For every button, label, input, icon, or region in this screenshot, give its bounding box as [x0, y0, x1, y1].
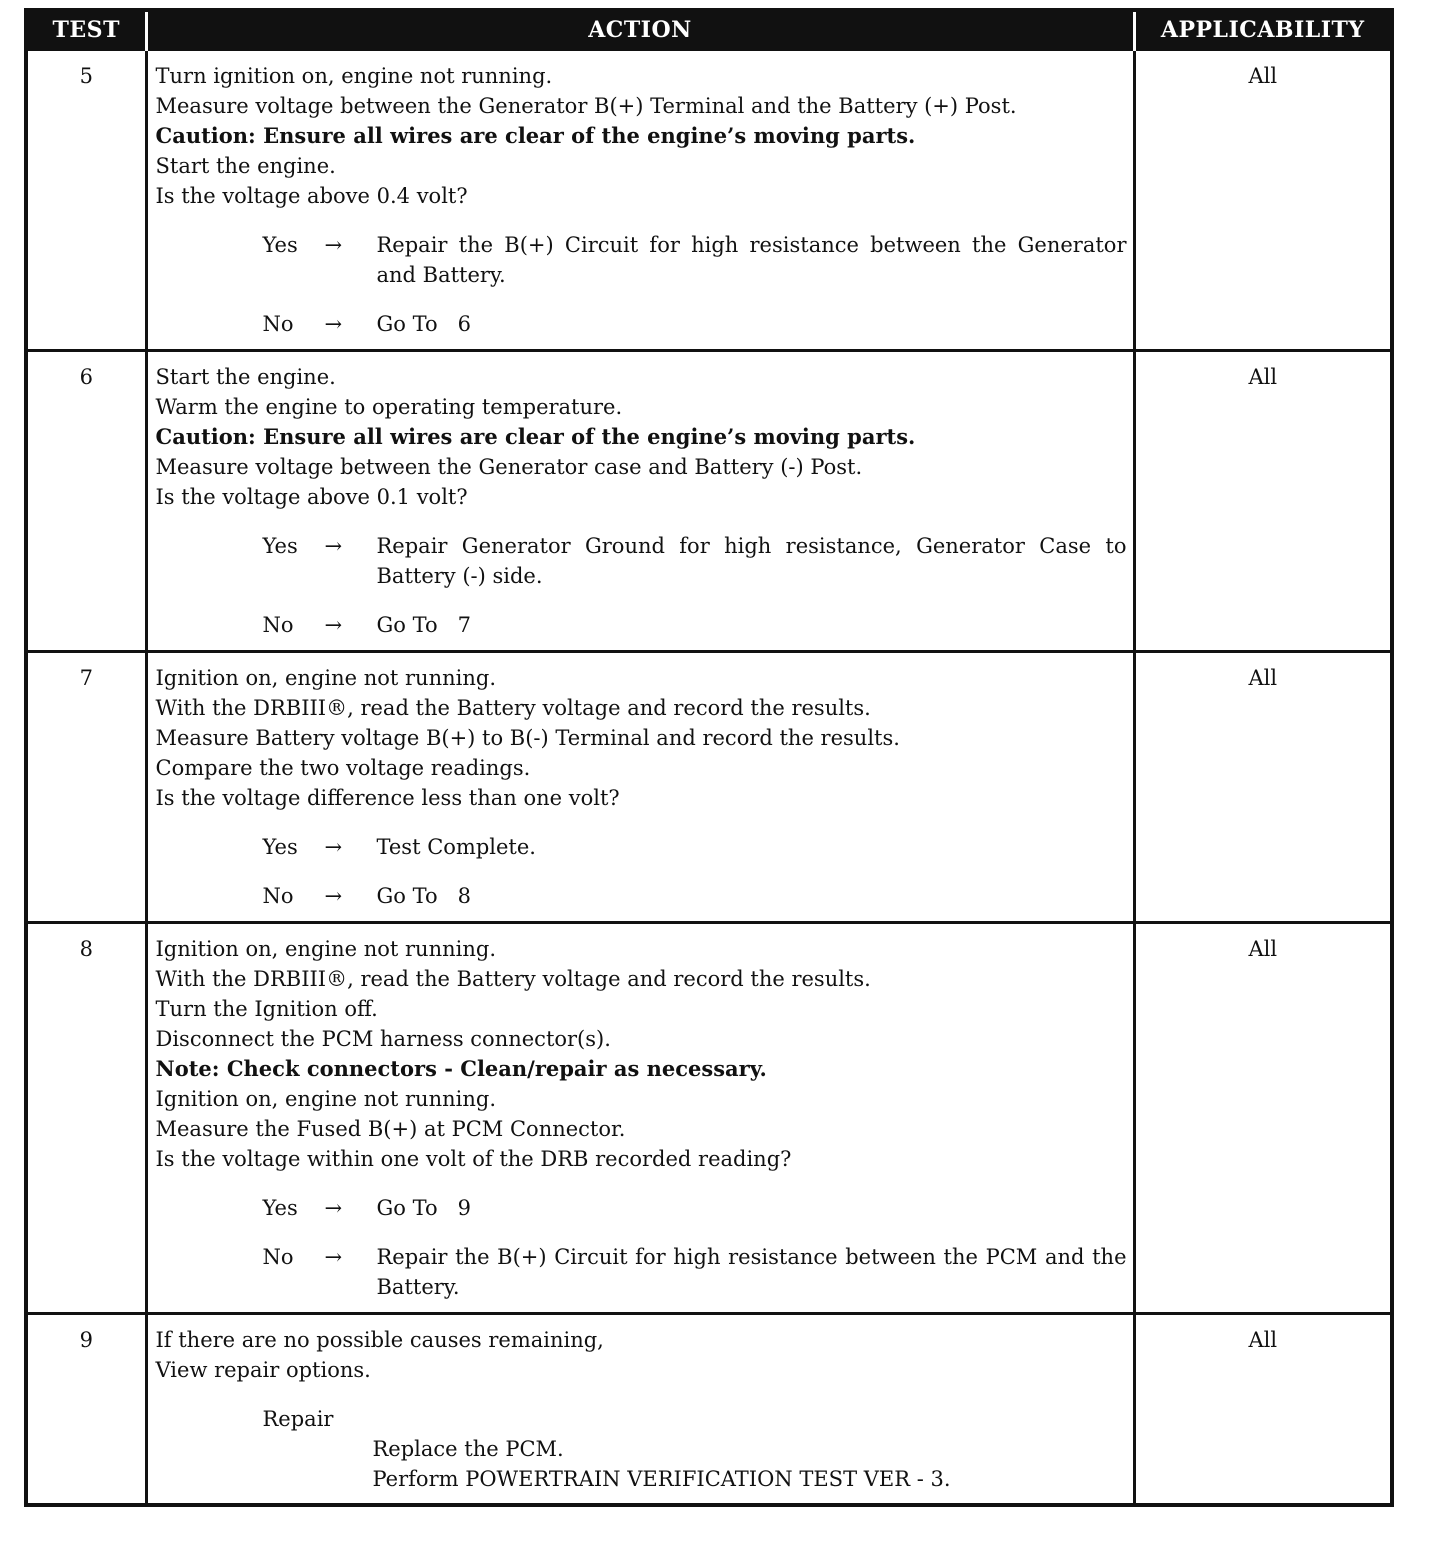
action-cell [146, 1314, 1134, 1505]
yes-branch [156, 832, 1127, 862]
repair-item: Replace the PCM. [372, 1437, 564, 1461]
no-branch [156, 881, 1127, 911]
right-arrow-icon: → [324, 884, 343, 908]
action-cell [146, 351, 1134, 652]
applicability-value: All [1134, 1314, 1392, 1505]
yes-result: Repair Generator Ground for high resistance, Generator Case to Battery (-) side. [376, 534, 1127, 588]
no-label: No [262, 613, 294, 637]
no-result: Go To 7 [376, 613, 471, 637]
diagnostic-table [24, 8, 1394, 1507]
action-question: Is the voltage above 0.1 volt? [155, 485, 468, 509]
table-header-row [26, 10, 1392, 50]
test-number: 6 [26, 351, 146, 652]
applicability-value: All [1134, 50, 1392, 351]
action-step: Measure voltage between the Generator B(+) Terminal and the Battery (+) Post. [155, 94, 1017, 118]
action-step: Ignition on, engine not running. [155, 937, 496, 961]
test-number: 8 [26, 923, 146, 1314]
right-arrow-icon: → [324, 613, 343, 637]
action-cell [146, 50, 1134, 351]
action-step: If there are no possible causes remaining, [155, 1328, 604, 1352]
right-arrow-icon: → [324, 835, 343, 859]
repair-items [263, 1434, 1127, 1494]
repair-label: Repair [262, 1407, 334, 1431]
action-step: Ignition on, engine not running. [155, 1087, 496, 1111]
no-branch [156, 309, 1127, 339]
note-text: Note: Check connectors - Clean/repair as necessary. [155, 1056, 767, 1081]
no-branch [156, 610, 1127, 640]
no-result: Repair the B(+) Circuit for high resistance between the PCM and the Battery. [376, 1245, 1127, 1299]
yes-label: Yes [262, 835, 298, 859]
right-arrow-icon: → [324, 312, 343, 336]
table-row [26, 1314, 1392, 1505]
action-step: Measure voltage between the Generator case and Battery (-) Post. [155, 455, 863, 479]
table-row [26, 50, 1392, 351]
table-row [26, 652, 1392, 923]
yes-result: Go To 9 [376, 1196, 471, 1220]
action-step: View repair options. [155, 1358, 371, 1382]
action-question: Is the voltage within one volt of the DRB recorded reading? [155, 1147, 792, 1171]
test-number: 7 [26, 652, 146, 923]
table-row [26, 923, 1392, 1314]
action-step: Ignition on, engine not running. [155, 666, 496, 690]
action-step: Start the engine. [155, 154, 336, 178]
action-step: Turn the Ignition off. [155, 997, 378, 1021]
header-action: ACTION [146, 10, 1134, 50]
action-step: Measure the Fused B(+) at PCM Connector. [155, 1117, 626, 1141]
yes-label: Yes [262, 1196, 298, 1220]
table-row [26, 351, 1392, 652]
repair-options [156, 1404, 1127, 1494]
caution-note: Caution: Ensure all wires are clear of the engine’s moving parts. [155, 424, 916, 449]
test-number: 9 [26, 1314, 146, 1505]
no-branch [156, 1242, 1127, 1302]
right-arrow-icon: → [324, 233, 343, 257]
action-cell [146, 923, 1134, 1314]
yes-result: Repair the B(+) Circuit for high resistance between the Generator and Battery. [376, 233, 1127, 287]
action-step: Warm the engine to operating temperature. [155, 395, 623, 419]
header-applicability: APPLICABILITY [1134, 10, 1392, 50]
action-question: Is the voltage difference less than one volt? [155, 786, 620, 810]
right-arrow-icon: → [324, 1196, 343, 1220]
right-arrow-icon: → [324, 1245, 343, 1269]
header-test: TEST [26, 10, 146, 50]
action-question: Is the voltage above 0.4 volt? [155, 184, 468, 208]
no-result: Go To 6 [376, 312, 471, 336]
caution-note: Caution: Ensure all wires are clear of the engine’s moving parts. [155, 123, 916, 148]
right-arrow-icon: → [324, 534, 343, 558]
repair-item: Perform POWERTRAIN VERIFICATION TEST VER - 3. [372, 1467, 951, 1491]
yes-label: Yes [262, 233, 298, 257]
action-step: Disconnect the PCM harness connector(s). [155, 1027, 611, 1051]
no-label: No [262, 312, 294, 336]
action-step: Measure Battery voltage B(+) to B(-) Terminal and record the results. [155, 726, 900, 750]
yes-branch [156, 531, 1127, 591]
action-step: With the DRBIII®, read the Battery voltage and record the results. [155, 696, 871, 720]
yes-branch [156, 230, 1127, 290]
action-step: Turn ignition on, engine not running. [155, 64, 553, 88]
applicability-value: All [1134, 351, 1392, 652]
no-result: Go To 8 [376, 884, 471, 908]
applicability-value: All [1134, 652, 1392, 923]
test-number: 5 [26, 50, 146, 351]
action-step: With the DRBIII®, read the Battery voltage and record the results. [155, 967, 871, 991]
action-cell [146, 652, 1134, 923]
yes-branch [156, 1193, 1127, 1223]
no-label: No [262, 1245, 294, 1269]
applicability-value: All [1134, 923, 1392, 1314]
yes-label: Yes [262, 534, 298, 558]
yes-result: Test Complete. [376, 835, 536, 859]
action-step: Compare the two voltage readings. [155, 756, 531, 780]
diagnostic-test-sheet [24, 8, 1390, 1507]
no-label: No [262, 884, 294, 908]
action-step: Start the engine. [155, 365, 336, 389]
